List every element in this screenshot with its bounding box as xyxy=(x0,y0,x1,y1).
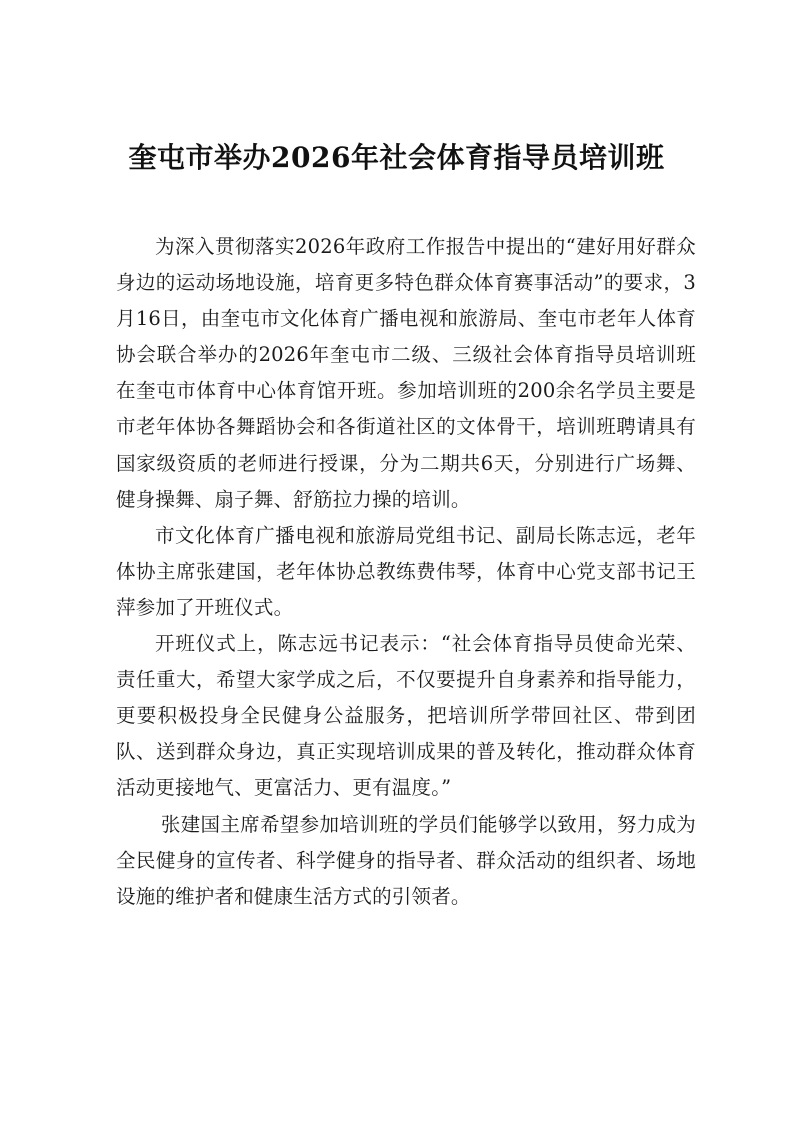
paragraph-attendees: 市文化体育广播电视和旅游局党组书记、副局长陈志远，老年体协主席张建国，老年体协总教练费伟琴，体育中心党支部书记王萍参加了开班仪式。 xyxy=(116,523,696,619)
paragraph-chen-speech: 开班仪式上，陈志远书记表示：“社会体育指导员使命光荣、责任重大，希望大家学成之后，不仅要提升自身素养和指导能力，更要积极投身全民健身公益服务，把培训所学带回社区、带到团队、送到群众身边，真正实现培训成果的普及转化，推动群众体育活动更接地气、更富活力、更有温度。” xyxy=(116,632,696,800)
paragraph-zhang-hopes: 张建国主席希望参加培训班的学员们能够学以致用，努力成为全民健身的宣传者、科学健身的指导者、群众活动的组织者、场地设施的维护者和健康生活方式的引领者。 xyxy=(116,812,696,908)
document-title: 奎屯市举办2026年社会体育指导员培训班 xyxy=(128,141,665,174)
paragraph-intro: 为深入贯彻落实2026年政府工作报告中提出的“建好用好群众身边的运动场地设施，培育更多特色群众体育赛事活动”的要求，3月16日，由奎屯市文化体育广播电视和旅游局、奎屯市老年人体育协会联合举办的2026年奎屯市二级、三级社会体育指导员培训班在奎屯市体育中心体育馆开班。参加培训班的200余名学员主要是市老年体协各舞蹈协会和各街道社区的文体骨干，培训班聘请具有国家级资质的老师进行授课，分为二期共6天，分别进行广场舞、健身操舞、扇子舞、舒筋拉力操的培训。 xyxy=(116,235,696,511)
document-body xyxy=(116,229,696,915)
